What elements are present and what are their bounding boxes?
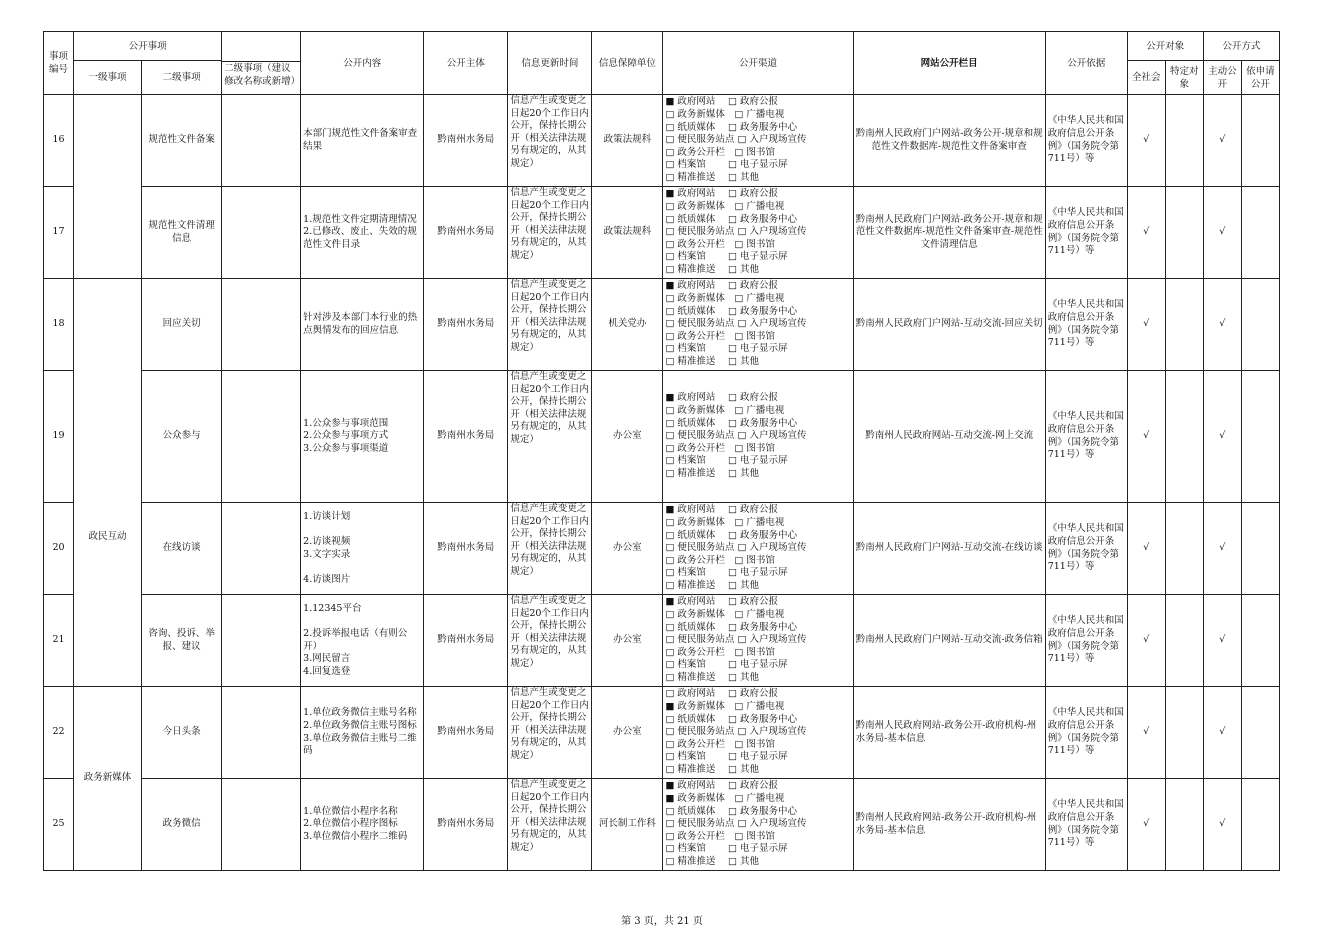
level2-suggest-cell xyxy=(222,371,301,503)
content-line: 1.单位微信小程序名称 xyxy=(303,805,398,817)
mode-apply-check xyxy=(1241,779,1279,871)
web-column-cell: 黔南州人民政府门户网站-互动交流-在线访谈 xyxy=(853,503,1045,595)
channel-option: ■ 政府网站 □ 政府公报 xyxy=(665,96,778,108)
channel-option: ■ 政府网站 □ 政府公报 xyxy=(665,596,778,608)
subject-cell: 黔南州水务局 xyxy=(424,687,508,779)
channel-option: □ 便民服务站点 □ 入户现场宣传 xyxy=(665,226,807,238)
mode-apply-check xyxy=(1241,187,1279,279)
channel-option: ■ 政府网站 □ 政府公报 xyxy=(665,188,778,200)
basis-cell: 《中华人民共和国政府信息公开条例》（国务院令第711号）等 xyxy=(1045,595,1127,687)
target-all-check: √ xyxy=(1127,95,1165,187)
level2-suggest-cell xyxy=(222,279,301,371)
channels-cell xyxy=(663,279,853,371)
level1-cell-policy xyxy=(74,95,142,279)
basis-cell: 《中华人民共和国政府信息公开条例》（国务院令第711号）等 xyxy=(1045,279,1127,371)
channel-option: □ 政务公开栏 □ 图书馆 xyxy=(665,442,775,454)
content-line: 1.12345平台 xyxy=(303,602,362,614)
channel-option: □ 政务新媒体 □ 广播电视 xyxy=(665,405,785,417)
header-update-time: 信息更新时间 xyxy=(508,32,592,95)
basis-cell: 《中华人民共和国政府信息公开条例》（国务院令第711号）等 xyxy=(1045,503,1127,595)
target-all-check: √ xyxy=(1127,279,1165,371)
content-line: 3.文字实录 xyxy=(303,548,351,560)
disclosure-table xyxy=(43,31,1280,871)
header-unit: 信息保障单位 xyxy=(592,32,663,95)
channels-cell xyxy=(663,503,853,595)
channel-option: □ 精准推送 □ 其他 xyxy=(665,263,759,275)
basis-cell: 《中华人民共和国政府信息公开条例》（国务院令第711号）等 xyxy=(1045,371,1127,503)
channel-option: □ 便民服务站点 □ 入户现场宣传 xyxy=(665,818,807,830)
level2-suggest-cell xyxy=(222,595,301,687)
row-number: 16 xyxy=(44,95,74,187)
channel-option: □ 政务公开栏 □ 图书馆 xyxy=(665,830,775,842)
update-time-cell: 信息产生或变更之日起20个工作日内公开，保持长期公开（相关法律法规另有规定的，从其规定） xyxy=(508,595,592,687)
content-line: 2.已修改、废止、失效的规范性文件目录 xyxy=(303,226,417,250)
web-column-cell: 黔南州人民政府门户网站-政务公开-规章和规范性文件数据库-规范性文件备案审查-规范性文件清理信息 xyxy=(853,187,1045,279)
web-column-cell: 黔南州人民政府网站-政务公开-政府机构-州水务局-基本信息 xyxy=(853,687,1045,779)
content-line: 4.回复选登 xyxy=(303,665,351,677)
row-number: 17 xyxy=(44,187,74,279)
content-line: 1.公众参与事项范围 xyxy=(303,417,389,429)
channel-option: □ 档案馆 □ 电子显示屏 xyxy=(665,843,788,855)
header-target: 公开对象 xyxy=(1127,32,1203,61)
web-column-cell: 黔南州人民政府门户网站-政务公开-规章和规范性文件数据库-规范性文件备案审查 xyxy=(853,95,1045,187)
channel-option: □ 政务公开栏 □ 图书馆 xyxy=(665,554,775,566)
content-line xyxy=(303,523,421,536)
channel-option: □ 政务公开栏 □ 图书馆 xyxy=(665,646,775,658)
header-target-specific: 特定对象 xyxy=(1165,61,1203,95)
target-all-check: √ xyxy=(1127,779,1165,871)
unit-cell: 政策法规科 xyxy=(592,95,663,187)
content-line xyxy=(303,615,421,628)
channels-cell xyxy=(663,687,853,779)
basis-cell: 《中华人民共和国政府信息公开条例》（国务院令第711号）等 xyxy=(1045,779,1127,871)
subject-cell: 黔南州水务局 xyxy=(424,371,508,503)
unit-cell: 河长制工作科 xyxy=(592,779,663,871)
channel-option: ■ 政府网站 □ 政府公报 xyxy=(665,392,778,404)
mode-active-check: √ xyxy=(1203,95,1241,187)
level2-suggest-cell xyxy=(222,95,301,187)
channels-cell xyxy=(663,595,853,687)
target-specific-check xyxy=(1165,503,1203,595)
content-line: 3.网民留言 xyxy=(303,653,351,665)
content-line: 3.公众参与事项渠道 xyxy=(303,442,389,454)
content-cell xyxy=(301,279,424,371)
channels-cell xyxy=(663,779,853,871)
table-row xyxy=(44,279,1280,371)
channel-option: □ 纸质媒体 □ 政务服务中心 xyxy=(665,621,797,633)
table-row xyxy=(44,95,1280,187)
channel-option: □ 精准推送 □ 其他 xyxy=(665,579,759,591)
level2-item: 规范性文件备案 xyxy=(142,95,222,187)
target-specific-check xyxy=(1165,95,1203,187)
subject-cell: 黔南州水务局 xyxy=(424,779,508,871)
content-line: 2.访谈视频 xyxy=(303,535,351,547)
channel-option: □ 政府网站 □ 政府公报 xyxy=(665,688,778,700)
channels-cell xyxy=(663,95,853,187)
target-all-check: √ xyxy=(1127,503,1165,595)
header-web-column: 网站公开栏目 xyxy=(853,32,1045,95)
header-level1: 一级事项 xyxy=(74,61,142,95)
header-level2-suggest xyxy=(222,32,301,95)
subject-cell: 黔南州水务局 xyxy=(424,187,508,279)
update-time-cell: 信息产生或变更之日起20个工作日内公开，保持长期公开（相关法律法规另有规定的，从其规定） xyxy=(508,779,592,871)
level2-suggest-cell xyxy=(222,503,301,595)
table-row xyxy=(44,595,1280,687)
header-content: 公开内容 xyxy=(301,32,424,95)
row-number: 18 xyxy=(44,279,74,371)
level1-label: 政务新媒体 xyxy=(83,772,132,784)
update-time-cell: 信息产生或变更之日起20个工作日内公开，保持长期公开（相关法律法规另有规定的，从其规定） xyxy=(508,187,592,279)
level2-suggest-cell xyxy=(222,687,301,779)
content-line: 2.单位微信小程序图标 xyxy=(303,818,398,830)
content-cell xyxy=(301,687,424,779)
content-line: 1.规范性文件定期清理情况 xyxy=(303,213,417,225)
channel-option: □ 政务新媒体 □ 广播电视 xyxy=(665,293,785,305)
content-line: 1.单位政务微信主账号名称 xyxy=(303,707,417,719)
channel-option: □ 便民服务站点 □ 入户现场宣传 xyxy=(665,634,807,646)
unit-cell: 办公室 xyxy=(592,687,663,779)
target-specific-check xyxy=(1165,779,1203,871)
channel-option: ■ 政府网站 □ 政府公报 xyxy=(665,280,778,292)
mode-active-check: √ xyxy=(1203,371,1241,503)
channels-cell xyxy=(663,371,853,503)
channel-option: □ 纸质媒体 □ 政务服务中心 xyxy=(665,305,797,317)
content-line: 3.单位政务微信主账号二维码 xyxy=(303,732,417,757)
table-row xyxy=(44,687,1280,779)
mode-apply-check xyxy=(1241,687,1279,779)
channel-option: □ 纸质媒体 □ 政务服务中心 xyxy=(665,121,797,133)
mode-active-check: √ xyxy=(1203,279,1241,371)
row-number: 19 xyxy=(44,371,74,503)
level2-item: 在线访谈 xyxy=(142,503,222,595)
header-subject: 公开主体 xyxy=(424,32,508,95)
update-time-cell: 信息产生或变更之日起20个工作日内公开，保持长期公开（相关法律法规另有规定的，从其规定） xyxy=(508,503,592,595)
content-cell xyxy=(301,187,424,279)
row-number: 22 xyxy=(44,687,74,779)
channel-option: □ 纸质媒体 □ 政务服务中心 xyxy=(665,529,797,541)
content-line: 2.单位政务微信主账号图标 xyxy=(303,719,417,731)
update-time-cell: 信息产生或变更之日起20个工作日内公开，保持长期公开（相关法律法规另有规定的，从其规定） xyxy=(508,279,592,371)
subject-cell: 黔南州水务局 xyxy=(424,503,508,595)
header-channels: 公开渠道 xyxy=(663,32,853,95)
channel-option: □ 纸质媒体 □ 政务服务中心 xyxy=(665,713,797,725)
mode-apply-check xyxy=(1241,95,1279,187)
channel-option: □ 纸质媒体 □ 政务服务中心 xyxy=(665,417,797,429)
basis-cell: 《中华人民共和国政府信息公开条例》（国务院令第711号）等 xyxy=(1045,187,1127,279)
level1-cell-newmedia xyxy=(74,687,142,871)
channel-option: □ 便民服务站点 □ 入户现场宣传 xyxy=(665,430,807,442)
web-column-cell: 黔南州人民政府门户网站-互动交流-政务信箱 xyxy=(853,595,1045,687)
channels-cell xyxy=(663,187,853,279)
channel-option: □ 档案馆 □ 电子显示屏 xyxy=(665,343,788,355)
level2-suggest-cell xyxy=(222,187,301,279)
target-all-check: √ xyxy=(1127,187,1165,279)
table-row xyxy=(44,371,1280,503)
channel-option: □ 精准推送 □ 其他 xyxy=(665,355,759,367)
mode-active-check: √ xyxy=(1203,187,1241,279)
target-all-check: √ xyxy=(1127,687,1165,779)
channel-option: □ 档案馆 □ 电子显示屏 xyxy=(665,751,788,763)
channel-option: □ 档案馆 □ 电子显示屏 xyxy=(665,251,788,263)
page-footer: 第 3 页，共 21 页 xyxy=(621,916,703,927)
channel-option: □ 政务公开栏 □ 图书馆 xyxy=(665,238,775,250)
mode-apply-check xyxy=(1241,595,1279,687)
subject-cell: 黔南州水务局 xyxy=(424,595,508,687)
unit-cell: 政策法规科 xyxy=(592,187,663,279)
table-row xyxy=(44,779,1280,871)
channel-option: □ 政务新媒体 □ 广播电视 xyxy=(665,109,785,121)
mode-apply-check xyxy=(1241,503,1279,595)
level2-item: 政务微信 xyxy=(142,779,222,871)
update-time-cell: 信息产生或变更之日起20个工作日内公开，保持长期公开（相关法律法规另有规定的，从其规定） xyxy=(508,371,592,503)
channel-option: □ 精准推送 □ 其他 xyxy=(665,171,759,183)
header-basis: 公开依据 xyxy=(1045,32,1127,95)
target-specific-check xyxy=(1165,279,1203,371)
level2-item: 回应关切 xyxy=(142,279,222,371)
content-line: 本部门规范性文件备案审查结果 xyxy=(303,127,418,152)
content-cell xyxy=(301,95,424,187)
channel-option: □ 便民服务站点 □ 入户现场宣传 xyxy=(665,134,807,146)
mode-active-check: √ xyxy=(1203,779,1241,871)
header-level2-suggest-text: 二级事项（建议修改名称或新增） xyxy=(224,63,301,87)
content-line: 2.投诉举报电话（有则公开） xyxy=(303,627,408,652)
table-row xyxy=(44,187,1280,279)
target-specific-check xyxy=(1165,187,1203,279)
header-mode-active: 主动公开 xyxy=(1203,61,1241,95)
header-mode-apply: 依申请公开 xyxy=(1241,61,1279,95)
target-specific-check xyxy=(1165,687,1203,779)
target-specific-check xyxy=(1165,371,1203,503)
web-column-cell: 黔南州人民政府网站-互动交流-网上交流 xyxy=(853,371,1045,503)
channel-option: □ 便民服务站点 □ 入户现场宣传 xyxy=(665,726,807,738)
level2-item: 规范性文件清理信息 xyxy=(142,187,222,279)
row-number: 21 xyxy=(44,595,74,687)
channel-option: □ 政务新媒体 □ 广播电视 xyxy=(665,201,785,213)
header-public-items: 公开事项 xyxy=(74,32,222,61)
level1-cell-interaction xyxy=(74,279,142,687)
level2-item: 今日头条 xyxy=(142,687,222,779)
channel-option: □ 档案馆 □ 电子显示屏 xyxy=(665,567,788,579)
content-line xyxy=(303,561,421,574)
header-num: 事项 编号 xyxy=(44,32,74,95)
channel-option: ■ 政务新媒体 □ 广播电视 xyxy=(665,701,785,713)
level2-suggest-cell xyxy=(222,779,301,871)
channel-option: □ 精准推送 □ 其他 xyxy=(665,671,759,683)
channel-option: □ 精准推送 □ 其他 xyxy=(665,855,759,867)
content-cell xyxy=(301,595,424,687)
channel-option: □ 纸质媒体 □ 政务服务中心 xyxy=(665,805,797,817)
channel-option: ■ 政务新媒体 □ 广播电视 xyxy=(665,793,785,805)
channel-option: □ 精准推送 □ 其他 xyxy=(665,467,759,479)
content-line: 针对涉及本部门本行业的热点舆情发布的回应信息 xyxy=(303,311,418,336)
subject-cell: 黔南州水务局 xyxy=(424,95,508,187)
level2-item: 咨询、投诉、举报、建议 xyxy=(142,595,222,687)
unit-cell: 办公室 xyxy=(592,503,663,595)
target-all-check: √ xyxy=(1127,371,1165,503)
channel-option: □ 政务新媒体 □ 广播电视 xyxy=(665,517,785,529)
level2-item: 公众参与 xyxy=(142,371,222,503)
header-level2: 二级事项 xyxy=(142,61,222,95)
content-line: 2.公众参与事项方式 xyxy=(303,430,389,442)
channel-option: □ 政务公开栏 □ 图书馆 xyxy=(665,738,775,750)
subject-cell: 黔南州水务局 xyxy=(424,279,508,371)
channel-option: ■ 政府网站 □ 政府公报 xyxy=(665,780,778,792)
channel-option: □ 便民服务站点 □ 入户现场宣传 xyxy=(665,318,807,330)
channel-option: □ 档案馆 □ 电子显示屏 xyxy=(665,659,788,671)
channel-option: □ 政务公开栏 □ 图书馆 xyxy=(665,330,775,342)
web-column-cell: 黔南州人民政府门户网站-互动交流-回应关切 xyxy=(853,279,1045,371)
target-all-check: √ xyxy=(1127,595,1165,687)
target-specific-check xyxy=(1165,595,1203,687)
header-mode: 公开方式 xyxy=(1203,32,1279,61)
basis-cell: 《中华人民共和国政府信息公开条例》（国务院令第711号）等 xyxy=(1045,687,1127,779)
basis-cell: 《中华人民共和国政府信息公开条例》（国务院令第711号）等 xyxy=(1045,95,1127,187)
channel-option: □ 便民服务站点 □ 入户现场宣传 xyxy=(665,542,807,554)
table-row xyxy=(44,503,1280,595)
channel-option: □ 档案馆 □ 电子显示屏 xyxy=(665,455,788,467)
channel-option: ■ 政府网站 □ 政府公报 xyxy=(665,504,778,516)
channel-option: □ 纸质媒体 □ 政务服务中心 xyxy=(665,213,797,225)
update-time-cell: 信息产生或变更之日起20个工作日内公开，保持长期公开（相关法律法规另有规定的，从其规定） xyxy=(508,687,592,779)
unit-cell: 机关党办 xyxy=(592,279,663,371)
unit-cell: 办公室 xyxy=(592,595,663,687)
content-cell xyxy=(301,503,424,595)
mode-apply-check xyxy=(1241,371,1279,503)
level1-label: 政民互动 xyxy=(88,531,127,543)
content-line: 4.访谈图片 xyxy=(303,573,351,585)
row-number: 20 xyxy=(44,503,74,595)
content-cell xyxy=(301,371,424,503)
channel-option: □ 政务公开栏 □ 图书馆 xyxy=(665,146,775,158)
content-line: 3.单位微信小程序二维码 xyxy=(303,830,408,842)
mode-active-check: √ xyxy=(1203,503,1241,595)
channel-option: □ 精准推送 □ 其他 xyxy=(665,763,759,775)
unit-cell: 办公室 xyxy=(592,371,663,503)
channel-option: □ 档案馆 □ 电子显示屏 xyxy=(665,159,788,171)
mode-active-check: √ xyxy=(1203,687,1241,779)
update-time-cell: 信息产生或变更之日起20个工作日内公开，保持长期公开（相关法律法规另有规定的，从其规定） xyxy=(508,95,592,187)
channel-option: □ 政务新媒体 □ 广播电视 xyxy=(665,609,785,621)
row-number: 25 xyxy=(44,779,74,871)
content-line: 1.访谈计划 xyxy=(303,510,351,522)
web-column-cell: 黔南州人民政府网站-政务公开-政府机构-州水务局-基本信息 xyxy=(853,779,1045,871)
mode-active-check: √ xyxy=(1203,595,1241,687)
mode-apply-check xyxy=(1241,279,1279,371)
content-cell xyxy=(301,779,424,871)
header-target-all: 全社会 xyxy=(1127,61,1165,95)
